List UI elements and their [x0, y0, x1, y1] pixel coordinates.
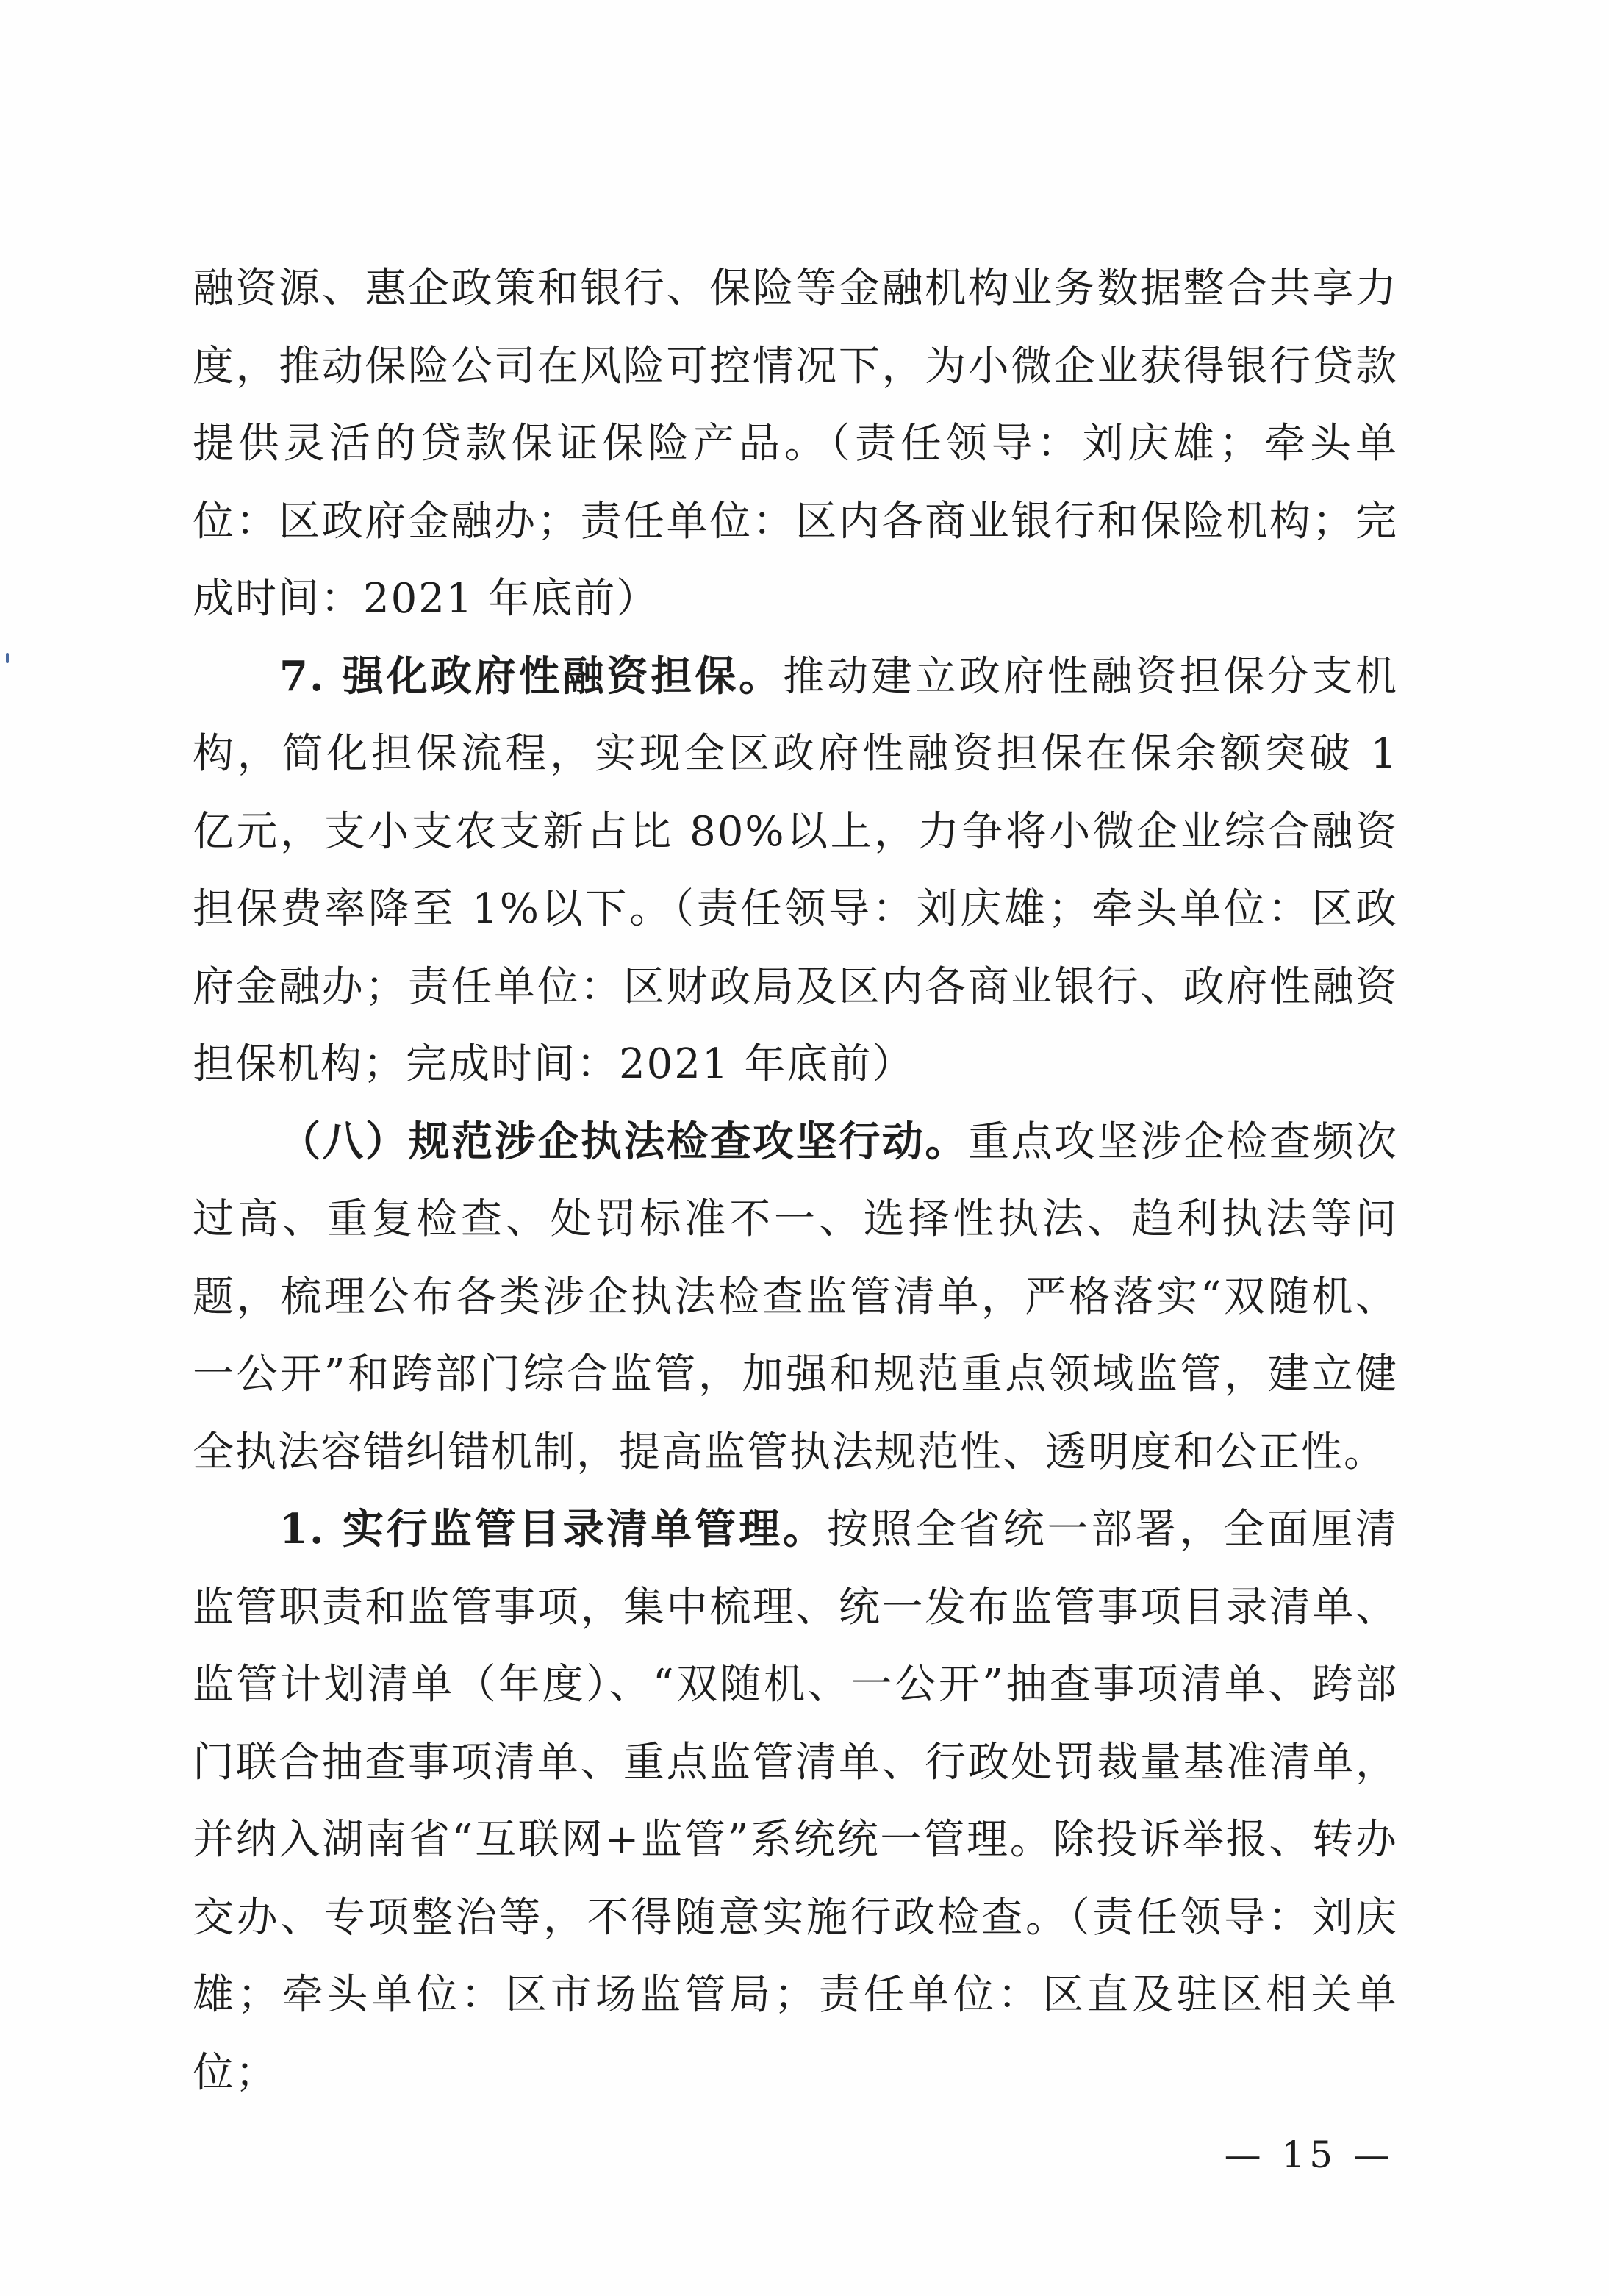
- paragraph-financing-guarantee: [193, 638, 1398, 1104]
- paragraph-text: 推动建立政府性融资担保分支机构，简化担保流程，实现全区政府性融资担保在保余额突破 1 亿元，支小支农支新占比 80%以上，力争将小微企业综合融资担保费率降至 1%以下。（责任领导：刘庆雄；牵头单位：区政府金融办；责任单位：区财政局及区内各商业银行、政府性融资担保机构；完成时间：2021 年底前）: [193, 652, 1398, 1088]
- paragraph-heading: 7. 强化政府性融资担保。: [279, 651, 784, 701]
- paragraph-text: 重点攻坚涉企检查频次过高、重复检查、处罚标准不一、选择性执法、趋利执法等问题，梳理公布各类涉企执法检查监管清单，严格落实“双随机、一公开”和跨部门综合监管，加强和规范重点领域监管，建立健全执法容错纠错机制，提高监管执法规范性、透明度和公正性。: [193, 1117, 1399, 1476]
- scan-margin-mark: [6, 653, 9, 663]
- body-text: [193, 250, 1398, 2111]
- paragraph-law-enforcement-action: [193, 1104, 1398, 1492]
- section-heading: （八）规范涉企执法检查攻坚行动。: [279, 1117, 968, 1166]
- page-number: — 15 —: [1224, 2134, 1394, 2176]
- paragraph-text: 按照全省统一部署，全面厘清监管职责和监管事项，集中梳理、统一发布监管事项目录清单、监管计划清单（年度）、“双随机、一公开”抽查事项清单、跨部门联合抽查事项清单、重点监管清单、行政处罚裁量基准清单，并纳入湖南省“互联网+监管”系统统一管理。除投诉举报、转办交办、专项整治等，不得随意实施行政检查。（责任领导：刘庆雄；牵头单位：区市场监管局；责任单位：区直及驻区相关单位；: [193, 1506, 1398, 2097]
- paragraph-financing-data-sharing: [193, 250, 1398, 638]
- paragraph-heading: 1. 实行监管目录清单管理。: [279, 1505, 827, 1553]
- paragraph-text: 融资源、惠企政策和银行、保险等金融机构业务数据整合共享力度，推动保险公司在风险可控情况下，为小微企业获得银行贷款提供灵活的贷款保证保险产品。（责任领导：刘庆雄；牵头单位：区政府金融办；责任单位：区内各商业银行和保险机构；完成时间：2021 年底前）: [193, 265, 1398, 623]
- paragraph-supervision-catalog: [193, 1491, 1398, 2111]
